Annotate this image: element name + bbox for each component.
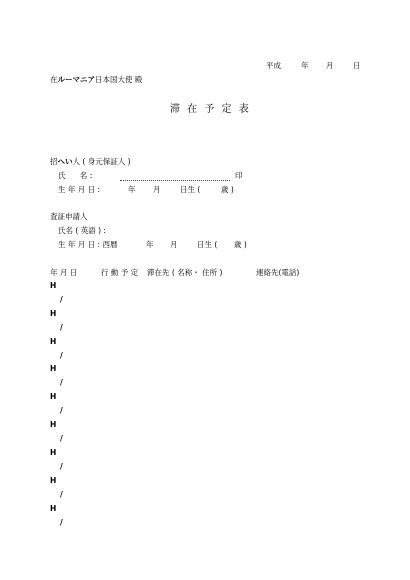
era-label: 平成 [266, 61, 281, 70]
inviter-heading-prefix: 招 [50, 157, 58, 166]
inviter-birth-day: 日生 ( [180, 185, 201, 194]
inviter-heading-bold: へい [57, 157, 73, 166]
row-h-marker: H [50, 309, 57, 318]
seal-label: 印 [235, 171, 243, 180]
addressee-suffix: 日本国大使 殿 [95, 75, 143, 84]
row-h-marker: H [50, 392, 57, 401]
day-label: 日 [353, 61, 361, 70]
header-activity: 行 動 予 定 [101, 268, 139, 277]
month-label: 月 [326, 61, 334, 70]
row-slash-marker: / [60, 462, 63, 471]
row-slash-marker: / [60, 406, 63, 415]
applicant-name-label: 氏名 ( 英語 ) : [58, 226, 106, 235]
year-label: 年 [301, 61, 309, 70]
row-slash-marker: / [60, 518, 63, 527]
applicant-heading: 査証申請人 [50, 212, 88, 221]
row-slash-marker: / [60, 434, 63, 443]
inviter-name-line [120, 180, 230, 181]
document-title: 滞 在 予 定 表 [170, 104, 251, 115]
applicant-birth-month: 月 [170, 240, 178, 249]
row-slash-marker: / [60, 295, 63, 304]
addressee-prefix: 在 [50, 75, 58, 84]
row-slash-marker: / [60, 323, 63, 332]
header-stay: 滞在先 ( 名称・ 住所 ) [147, 268, 223, 277]
applicant-birth-label: 生 年 月 日 : 西暦 [58, 240, 118, 249]
inviter-birth-month: 月 [153, 185, 161, 194]
addressee-line [50, 75, 142, 84]
inviter-birth-label: 生 年 月 日 : [58, 185, 101, 194]
header-contact: 連絡先(電話) [256, 268, 300, 277]
row-h-marker: H [50, 281, 57, 290]
row-h-marker: H [50, 337, 57, 346]
row-h-marker: H [50, 448, 57, 457]
row-slash-marker: / [60, 378, 63, 387]
applicant-age: 歳 ) [234, 240, 247, 249]
inviter-name-label: 氏 名 : [58, 171, 93, 180]
inviter-birth-year: 年 [128, 185, 136, 194]
addressee-country: ルーマニア [57, 75, 95, 84]
row-h-marker: H [50, 504, 57, 513]
inviter-heading [50, 157, 131, 166]
row-h-marker: H [50, 420, 57, 429]
row-h-marker: H [50, 476, 57, 485]
inviter-age: 歳 ) [221, 185, 234, 194]
applicant-birth-year: 年 [146, 240, 154, 249]
applicant-birth-day: 日生 ( [197, 240, 218, 249]
header-date: 年 月 日 [50, 268, 78, 277]
row-slash-marker: / [60, 490, 63, 499]
row-slash-marker: / [60, 351, 63, 360]
row-h-marker: H [50, 364, 57, 373]
inviter-heading-suffix: 人 ( 身元保証人 ) [72, 157, 131, 166]
